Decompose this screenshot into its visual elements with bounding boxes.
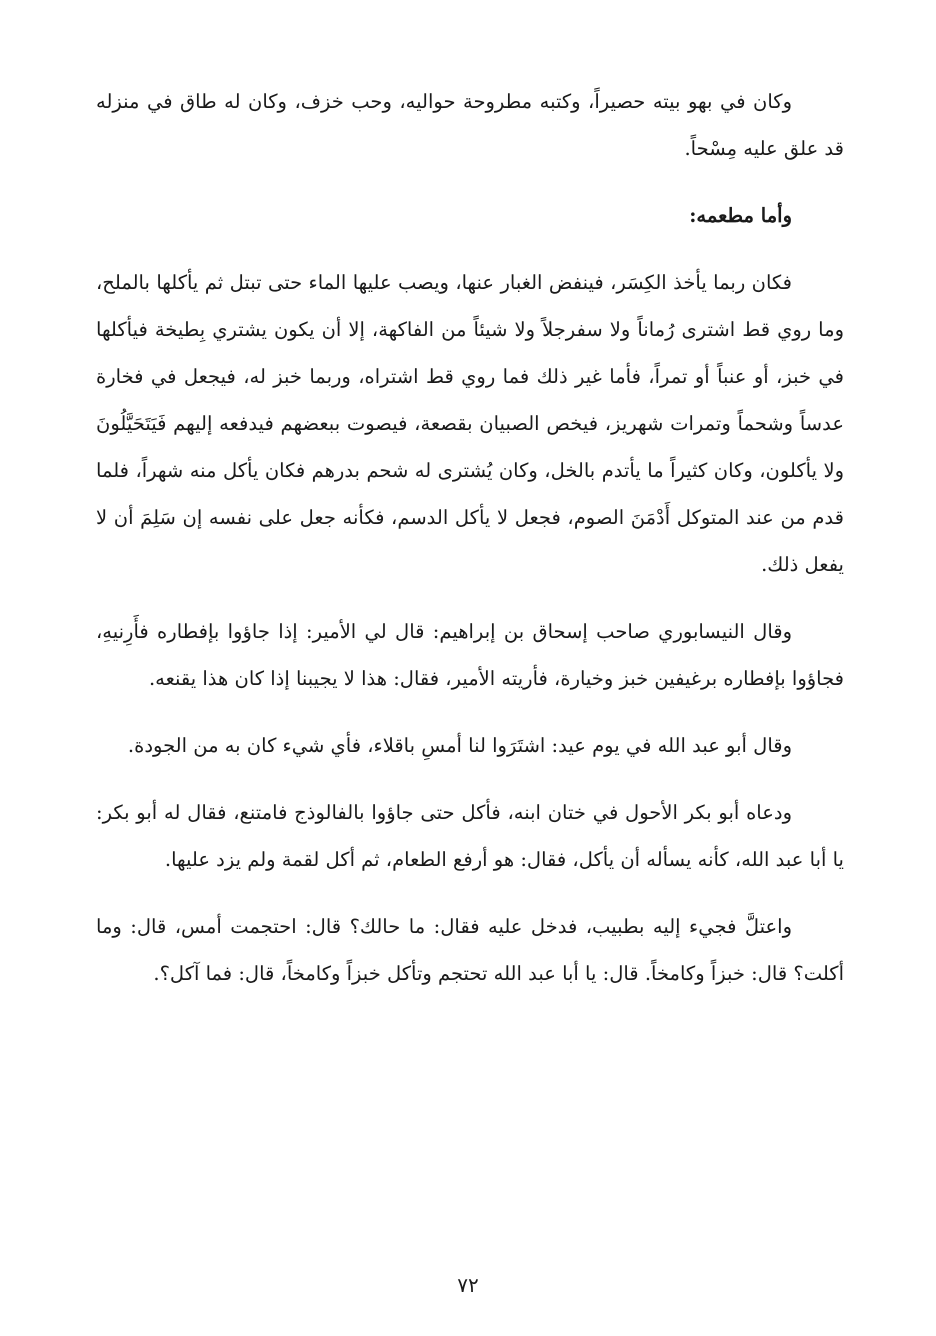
spacer bbox=[96, 702, 844, 722]
paragraph-ahwal: ودعاه أبو بكر الأحول في ختان ابنه، فأكل حتى جاؤوا بالفالوذج فامتنع، فقال له أبو بكر: يا أبا عبد الله، كأنه يسأله أن يأكل، فقال: هو أرفع الطعام، ثم أكل لقمة ولم يزد عليها. bbox=[96, 801, 844, 871]
spacer bbox=[96, 883, 844, 903]
paragraph-eid: وقال أبو عبد الله في يوم عيد: اشتَرَوا لنا أمسِ باقلاء، فأي شيء كان به من الجودة. bbox=[127, 734, 792, 757]
paragraph-illness: واعتلَّ فجيء إليه بطبيب، فدخل عليه فقال: ما حالك؟ قال: احتجمت أمس، قال: وما أكلت؟ قال: خبزاً وكامخاً. قال: يا أبا عبد الله تحتجم وتأكل خبزاً وكامخاً، قال: فما آكل؟. bbox=[96, 915, 844, 985]
spacer bbox=[96, 239, 844, 259]
page-body bbox=[96, 78, 844, 997]
section-heading: وأما مطعمه: bbox=[689, 204, 792, 227]
paragraph-nisaburi: وقال النيسابوري صاحب إسحاق بن إبراهيم: قال لي الأمير: إذا جاؤوا بإفطاره فأَرِنيهِ، فجاؤوا بإفطاره برغيفين خبز وخيارة، فأريته الأمير، فقال: هذا لا يجيبنا إذا كان هذا يقنعه. bbox=[96, 620, 844, 690]
spacer bbox=[96, 769, 844, 789]
paragraph-food: فكان ربما يأخذ الكِسَر، فينفض الغبار عنها، ويصب عليها الماء حتى تبتل ثم يأكلها بالملح، وما روي قط اشترى رُماناً ولا سفرجلاً ولا شيئاً من الفاكهة، إلا أن يكون يشتري بِطيخة فيأكلها في خبز، أو عنباً أو تمراً، فأما غير ذلك فما روي قط اشتراه، وربما خبز له، فيجعل في فخارة عدساً وشحماً وتمرات شهريز، فيخص الصبيان بقصعة، فيصوت ببعضهم فيدفعه إليهم فَيَتَحَيَّلُونَ ولا يأكلون، وكان كثيراً ما يأتدم بالخل، وكان يُشترى له شحم بدرهم فكان يأكل منه شهراً، فلما قدم من عند المتوكل أَدْمَنَ الصوم، فجعل لا يأكل الدسم، فكأنه جعل على نفسه إن سَلِمَ أن لا يفعل ذلك. bbox=[96, 271, 844, 576]
paragraph-house: وكان في بهو بيته حصيراً، وكتبه مطروحة حواليه، وحب خزف، وكان له طاق في منزله قد علق عليه مِسْحاً. bbox=[96, 90, 844, 160]
page-number: ٧٢ bbox=[457, 1273, 479, 1297]
spacer bbox=[96, 588, 844, 608]
spacer bbox=[96, 172, 844, 192]
